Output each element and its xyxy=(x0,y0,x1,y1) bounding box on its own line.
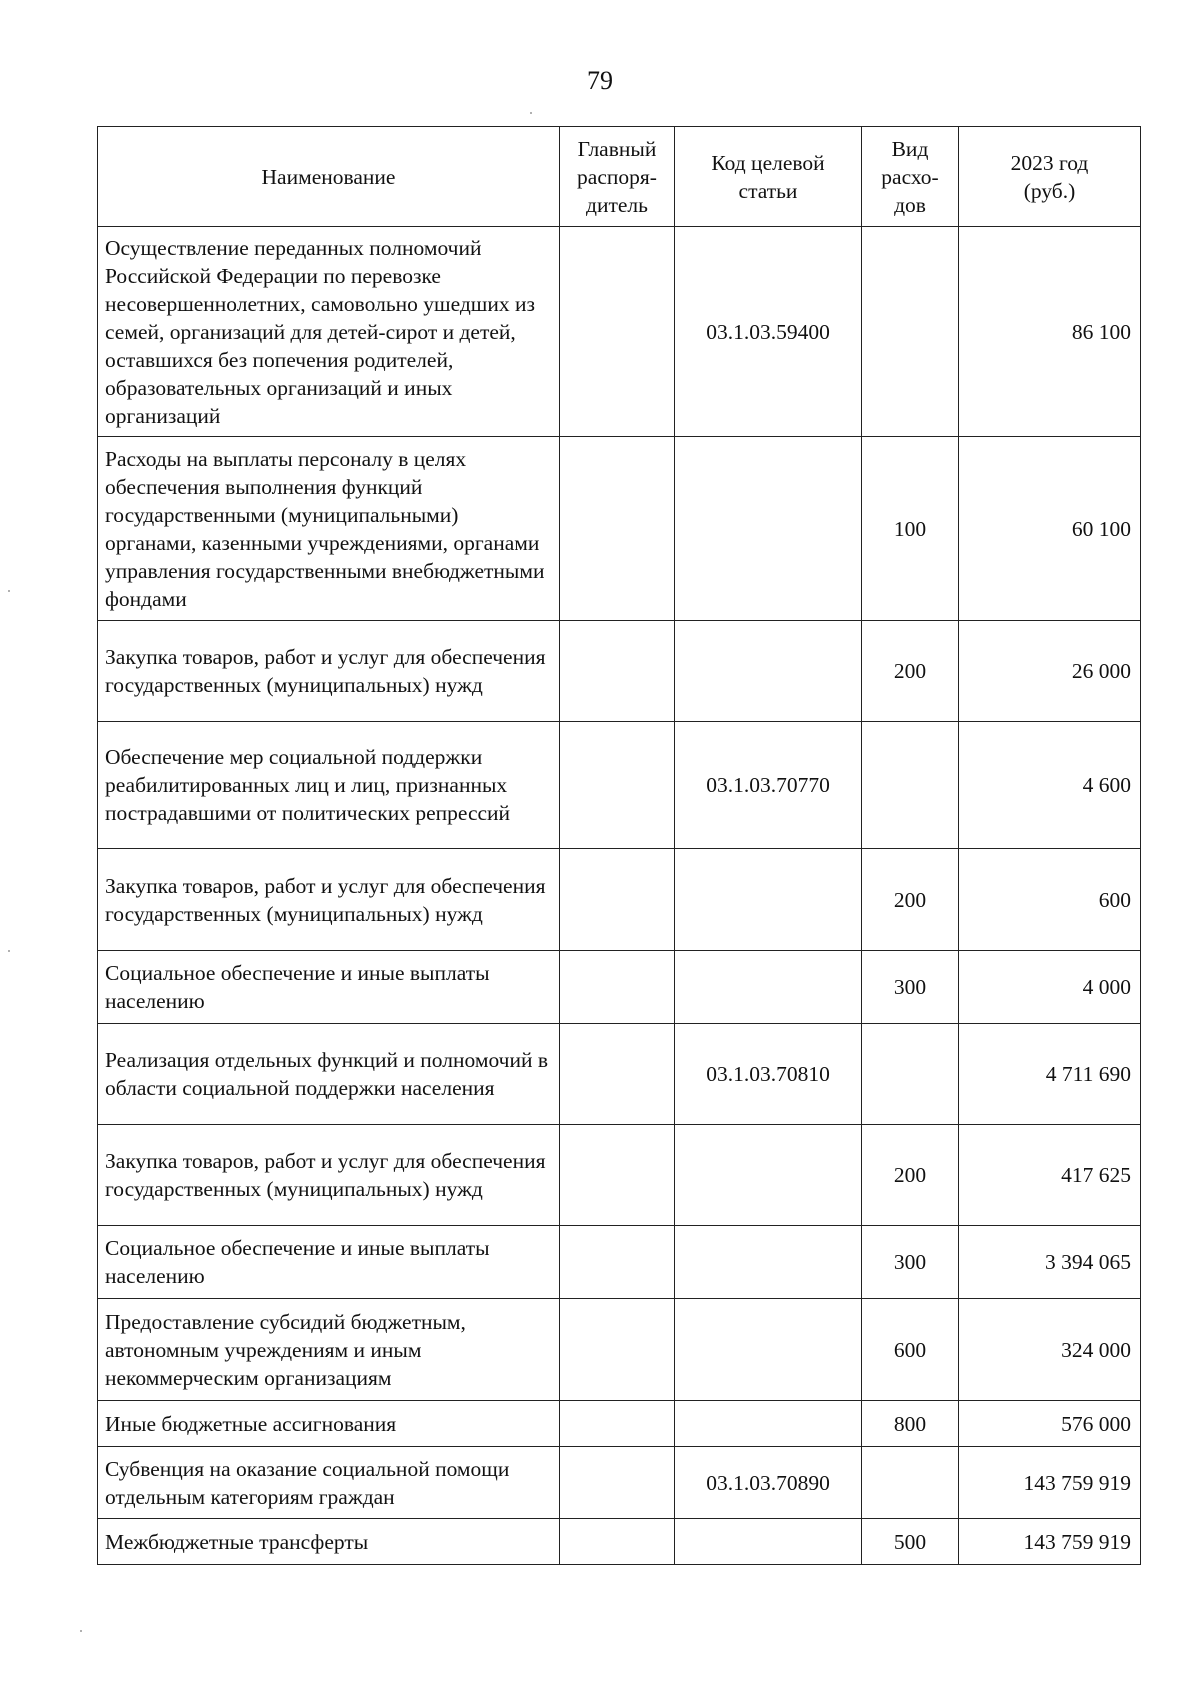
row-amount: 26 000 xyxy=(959,621,1141,722)
row-name: Предоставление субсидий бюджетным, автономным учреждениям и иным некоммерческим организациям xyxy=(98,1299,560,1401)
budget-table xyxy=(97,126,1141,1565)
row-amount: 143 759 919 xyxy=(959,1519,1141,1565)
row-manager xyxy=(560,1519,675,1565)
row-name: Иные бюджетные ассигнования xyxy=(98,1401,560,1447)
row-code xyxy=(675,1226,862,1299)
row-code: 03.1.03.70810 xyxy=(675,1024,862,1125)
row-amount: 60 100 xyxy=(959,437,1141,621)
header-kind: Вид расхо-дов xyxy=(862,127,959,227)
row-amount: 576 000 xyxy=(959,1401,1141,1447)
row-amount: 86 100 xyxy=(959,227,1141,437)
table-row xyxy=(98,849,1141,951)
header-name: Наименование xyxy=(98,127,560,227)
table-row xyxy=(98,1024,1141,1125)
row-kind: 300 xyxy=(862,1226,959,1299)
header-manager: Главный распоря-дитель xyxy=(560,127,675,227)
row-manager xyxy=(560,1024,675,1125)
row-name: Закупка товаров, работ и услуг для обеспечения государственных (муниципальных) нужд xyxy=(98,849,560,951)
row-kind: 500 xyxy=(862,1519,959,1565)
table-row xyxy=(98,722,1141,849)
row-manager xyxy=(560,849,675,951)
row-code xyxy=(675,437,862,621)
row-name: Закупка товаров, работ и услуг для обеспечения государственных (муниципальных) нужд xyxy=(98,1125,560,1226)
table-row xyxy=(98,621,1141,722)
row-manager xyxy=(560,951,675,1024)
row-manager xyxy=(560,1401,675,1447)
row-name: Реализация отдельных функций и полномочий в области социальной поддержки населения xyxy=(98,1024,560,1125)
row-amount: 4 711 690 xyxy=(959,1024,1141,1125)
row-kind: 200 xyxy=(862,621,959,722)
row-amount: 417 625 xyxy=(959,1125,1141,1226)
row-name: Осуществление переданных полномочий Российской Федерации по перевозке несовершеннолетних, самовольно ушедших из семей, организаций для детей-сирот и детей, оставшихся без попечения родителей, образовательных организаций и иных организаций xyxy=(98,227,560,437)
row-manager xyxy=(560,621,675,722)
table-row xyxy=(98,1299,1141,1401)
row-code xyxy=(675,1299,862,1401)
row-code xyxy=(675,849,862,951)
row-code: 03.1.03.70770 xyxy=(675,722,862,849)
row-manager xyxy=(560,1447,675,1519)
row-amount: 3 394 065 xyxy=(959,1226,1141,1299)
table-row xyxy=(98,437,1141,621)
row-name: Социальное обеспечение и иные выплаты населению xyxy=(98,1226,560,1299)
row-code xyxy=(675,1519,862,1565)
row-kind xyxy=(862,722,959,849)
table-row xyxy=(98,1125,1141,1226)
row-kind: 200 xyxy=(862,849,959,951)
scan-speck xyxy=(8,950,10,952)
row-name: Обеспечение мер социальной поддержки реабилитированных лиц и лиц, признанных пострадавшими от политических репрессий xyxy=(98,722,560,849)
row-manager xyxy=(560,1226,675,1299)
table-row xyxy=(98,1401,1141,1447)
scan-speck xyxy=(530,112,532,114)
row-manager xyxy=(560,437,675,621)
row-amount: 4 600 xyxy=(959,722,1141,849)
row-kind xyxy=(862,1447,959,1519)
row-code xyxy=(675,1401,862,1447)
row-kind: 600 xyxy=(862,1299,959,1401)
table-row xyxy=(98,1447,1141,1519)
row-code: 03.1.03.70890 xyxy=(675,1447,862,1519)
row-name: Субвенция на оказание социальной помощи отдельным категориям граждан xyxy=(98,1447,560,1519)
row-name: Закупка товаров, работ и услуг для обеспечения государственных (муниципальных) нужд xyxy=(98,621,560,722)
row-manager xyxy=(560,1125,675,1226)
header-code: Код целевой статьи xyxy=(675,127,862,227)
row-kind xyxy=(862,1024,959,1125)
row-code xyxy=(675,621,862,722)
row-manager xyxy=(560,722,675,849)
row-manager xyxy=(560,1299,675,1401)
row-code xyxy=(675,951,862,1024)
row-name: Расходы на выплаты персоналу в целях обеспечения выполнения функций государственными (муниципальными) органами, казенными учреждениями, органами управления государственными внебюджетными фондами xyxy=(98,437,560,621)
row-amount: 143 759 919 xyxy=(959,1447,1141,1519)
row-code: 03.1.03.59400 xyxy=(675,227,862,437)
row-name: Межбюджетные трансферты xyxy=(98,1519,560,1565)
table-row xyxy=(98,1519,1141,1565)
scan-speck xyxy=(8,590,10,592)
table-header-row xyxy=(98,127,1141,227)
row-manager xyxy=(560,227,675,437)
row-kind: 100 xyxy=(862,437,959,621)
row-name: Социальное обеспечение и иные выплаты населению xyxy=(98,951,560,1024)
header-amount: 2023 год (руб.) xyxy=(959,127,1141,227)
row-kind: 800 xyxy=(862,1401,959,1447)
row-kind: 300 xyxy=(862,951,959,1024)
scan-speck xyxy=(80,1630,82,1632)
row-amount: 4 000 xyxy=(959,951,1141,1024)
row-code xyxy=(675,1125,862,1226)
row-amount: 324 000 xyxy=(959,1299,1141,1401)
table-row xyxy=(98,227,1141,437)
row-kind xyxy=(862,227,959,437)
table-row xyxy=(98,951,1141,1024)
page-number: 79 xyxy=(587,66,613,95)
row-amount: 600 xyxy=(959,849,1141,951)
row-kind: 200 xyxy=(862,1125,959,1226)
table-row xyxy=(98,1226,1141,1299)
